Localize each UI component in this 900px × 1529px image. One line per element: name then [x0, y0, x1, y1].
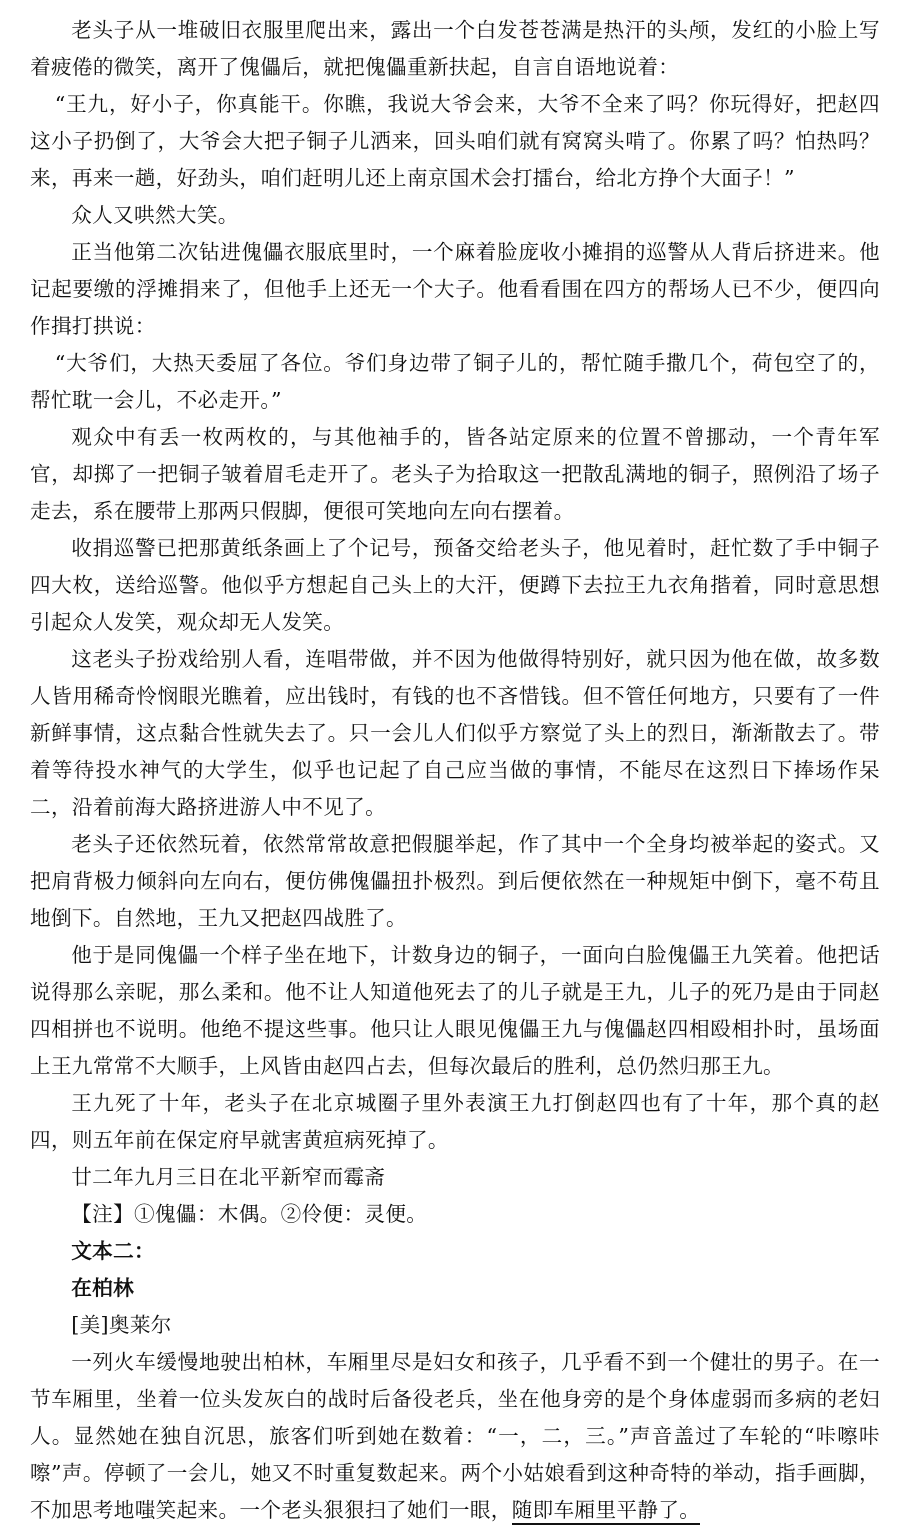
article-author: [美]奥莱尔 [71, 1313, 172, 1337]
text-two [30, 1233, 880, 1529]
footnote: 【注】①傀儡：木偶。②伶便：灵便。 [71, 1202, 428, 1226]
paragraph: 老头子还依然玩着，依然常常故意把假腿举起，作了其中一个全身均被举起的姿式。又把肩背极力倾斜向左向右，便仿佛傀儡扭扑极烈。到后便依然在一种规矩中倒下，毫不苟且地倒下。自然地，王九又把赵四战胜了。 [30, 832, 880, 930]
paragraph: 收捐巡警已把那黄纸条画上了个记号，预备交给老头子，他见着时，赶忙数了手中铜子四大枚，送给巡警。他似乎方想起自己头上的大汗，便蹲下去拉王九衣角揩着，同时意思想引起众人发笑，观众却无人发笑。 [30, 536, 880, 634]
underlined-sentence: 随即车厢里平静了。 [512, 1498, 701, 1525]
text-one [30, 12, 880, 1233]
paragraph: 老头子从一堆破旧衣服里爬出来，露出一个白发苍苍满是热汗的头颅，发红的小脸上写着疲倦的微笑，离开了傀儡后，就把傀儡重新扶起，自言自语地说着： [30, 18, 880, 79]
section-label: 文本二： [71, 1239, 155, 1263]
signature-line: 廿二年九月三日在北平新窄而霉斋 [71, 1165, 386, 1189]
paragraph: 这老头子扮戏给别人看，连唱带做，并不因为他做得特别好，就只因为他在做，故多数人皆用稀奇怜悯眼光瞧着，应出钱时，有钱的也不吝惜钱。但不管任何地方，只要有了一件新鲜事情，这点黏合性就失去了。只一会儿人们似乎方察觉了头上的烈日，渐渐散去了。带着等待投水神气的大学生，似乎也记起了自己应当做的事情，不能尽在这烈日下捧场作呆二，沿着前海大路挤进游人中不见了。 [30, 647, 880, 819]
paragraph: 众人又哄然大笑。 [71, 203, 239, 227]
paragraph: 正当他第二次钻进傀儡衣服底里时，一个麻着脸庞收小摊捐的巡警从人背后挤进来。他记起要缴的浮摊捐来了，但他手上还无一个大子。他看看围在四方的帮场人已不少，便四向作揖打拱说： [30, 240, 880, 338]
paragraph: 他于是同傀儡一个样子坐在地下，计数身边的铜子，一面向白脸傀儡王九笑着。他把话说得那么亲昵，那么柔和。他不让人知道他死去了的儿子就是王九，儿子的死乃是由于同赵四相拼也不说明。他绝不提这些事。他只让人眼见傀儡王九与傀儡赵四相殴相扑时，虽场面上王九常常不大顺手，上风皆由赵四占去，但每次最后的胜利，总仍然归那王九。 [30, 943, 880, 1078]
paragraph-quote: “王九，好小子，你真能干。你瞧，我说大爷会来，大爷不全来了吗？你玩得好，把赵四这小子扔倒了，大爷会大把子铜子儿洒来，回头咱们就有窝窝头啃了。你累了吗？怕热吗？来，再来一趟，好劲头，咱们赶明儿还上南京国术会打擂台，给北方挣个大面子！” [30, 92, 880, 190]
paragraph: 观众中有丢一枚两枚的，与其他袖手的，皆各站定原来的位置不曾挪动，一个青年军官，却掷了一把铜子皱着眉毛走开了。老头子为拾取这一把散乱满地的铜子，照例沿了场子走去，系在腰带上那两只假脚，便很可笑地向左向右摆着。 [30, 425, 880, 523]
paragraph [30, 1344, 880, 1529]
paragraph-quote: “大爷们，大热天委屈了各位。爷们身边带了铜子儿的，帮忙随手撒几个，荷包空了的，帮忙耽一会儿，不必走开。” [30, 351, 880, 412]
paragraph: 王九死了十年，老头子在北京城圈子里外表演王九打倒赵四也有了十年，那个真的赵四，则五年前在保定府早就害黄疸病死掉了。 [30, 1091, 880, 1152]
document-page [30, 12, 880, 1529]
paragraph-text: 一列火车缓慢地驶出柏林，车厢里尽是妇女和孩子，几乎看不到一个健壮的男子。在一节车厢里，坐着一位头发灰白的战时后备役老兵，坐在他身旁的是个身体虚弱而多病的老妇人。显然她在独自沉思，旅客们听到她在数着：“一，二，三。”声音盖过了车轮的“咔嚓咔嚓”声。停顿了一会儿，她又不时重复数起来。两个小姑娘看到这种奇特的举动，指手画脚，不加思考地嗤笑起来。一个老头狠狠扫了她们一眼， [30, 1350, 880, 1522]
article-title: 在柏林 [71, 1276, 135, 1300]
